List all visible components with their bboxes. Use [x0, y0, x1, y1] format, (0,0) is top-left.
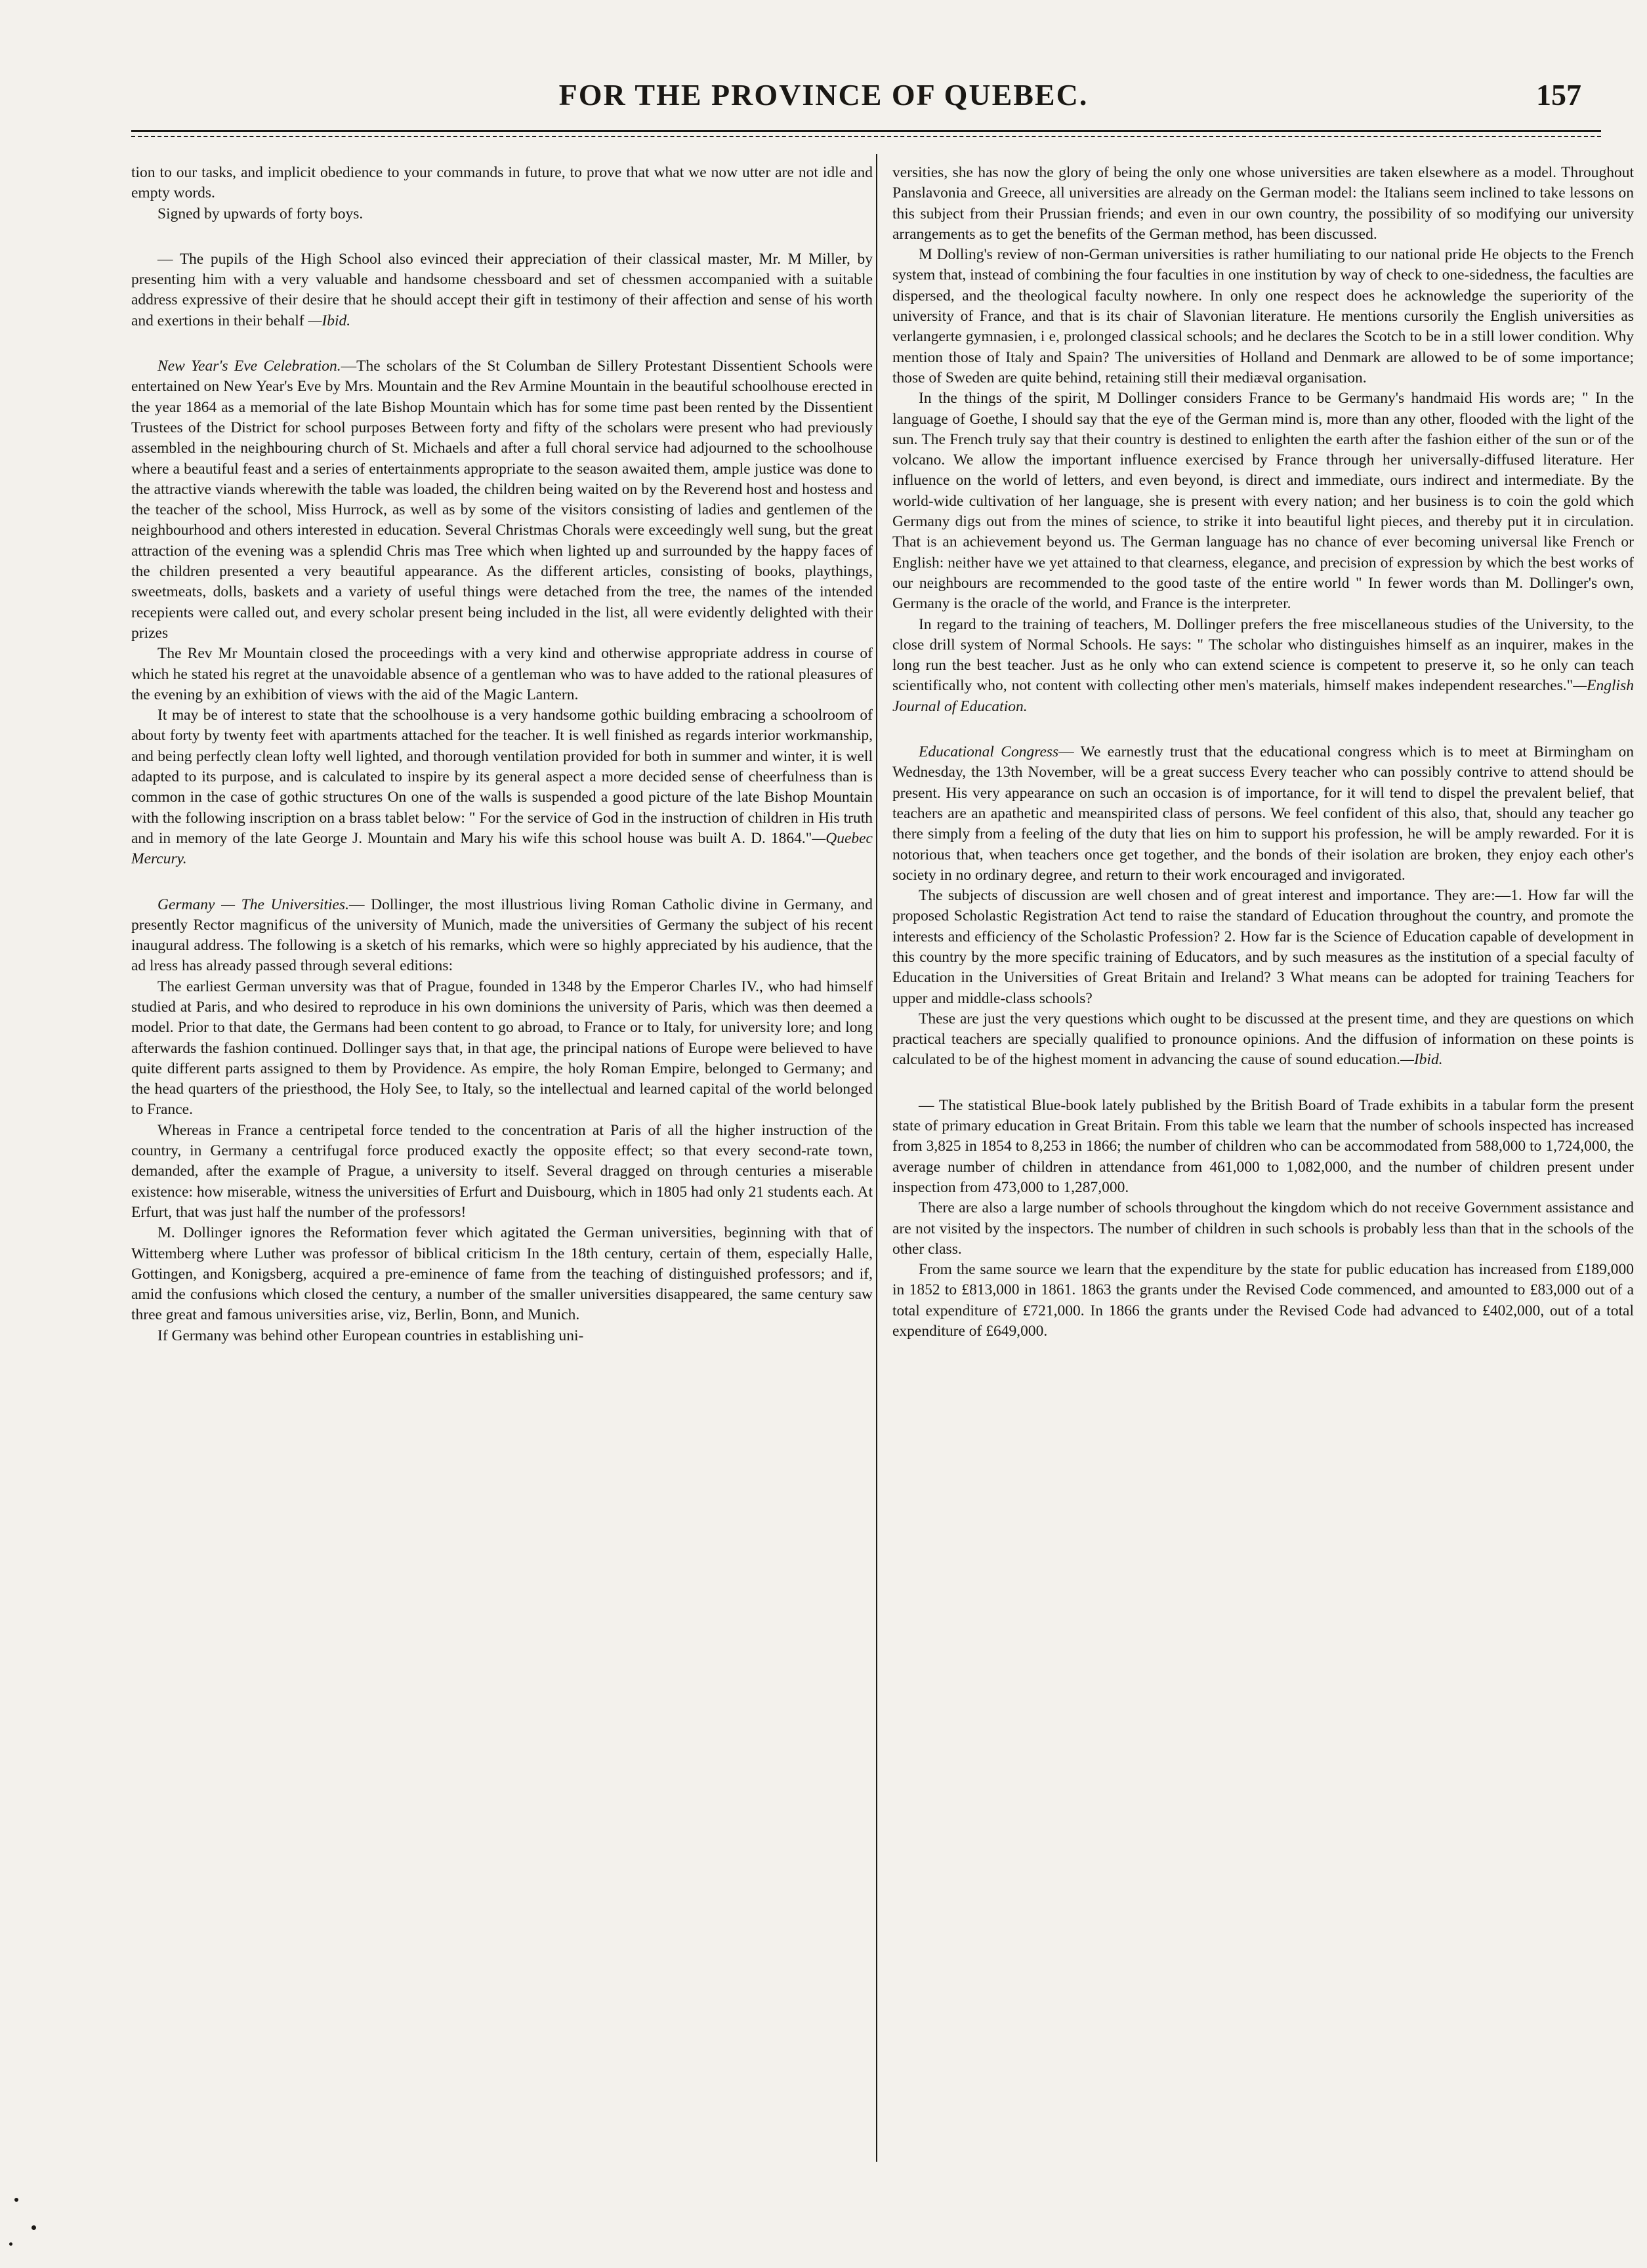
paragraph: Whereas in France a centripetal force tended to the concentration at Paris of all the higher instruction of the country, in Germany a centrifugal force produced exactly the opposite effect; so that every second-rate town, demanded, after the example of Prague, a university to itself. Several dragged on through centuries a miserable existence: how miserable, witness the universities of Erfurt and Duisbourg, which in 1805 had only 21 students each. At Erfurt, that was just half the number of the professors!	[131, 1121, 873, 1221]
right-column	[892, 163, 1634, 2164]
paragraph: The earliest German unversity was that of Prague, founded in 1348 by the Emperor Charles IV., who had himself studied at Paris, and who desired to reproduce in his own dominions the university of Paris, which was then deemed a model. Prior to that date, the Germans had been content to go abroad, to France or to Italy, for university lore; and long afterwards the fashion continued. Dollinger says that, in that age, the principal nations of Europe were believed to have quite different parts assigned to them by Providence. As empire, the holy Roman Empire, belonged to Germany; and the head quarters of the priesthood, the Holy See, to Italy, so the intellectual and learned capital of the world belonged to France.	[131, 978, 873, 1119]
paragraph: Signed by upwards of forty boys.	[157, 205, 364, 222]
page-header	[39, 77, 1608, 130]
speck	[14, 2198, 18, 2202]
paragraph-text: — The pupils of the High School also evinced their appreciation of their classical master, Mr. M Miller, by presenting him with a very valuable and handsome chessboard and set of chessmen accompanied with a suitable address expressive of their desire that he should accept their gift in testimony of their affection and sense of his worth and exertions in their behalf	[131, 250, 873, 329]
speck	[31, 2225, 36, 2230]
left-column	[131, 163, 873, 2164]
header-dashed-rule	[131, 136, 1601, 137]
paragraph: tion to our tasks, and implicit obedience to your commands in future, to prove that what we now utter are not idle and empty words.	[131, 164, 873, 202]
header-rule	[131, 130, 1601, 132]
paragraph: In the things of the spirit, M Dollinger considers France to be Germany's handmaid His words are; " In the language of Goethe, I should say that the eye of the German mind is, more than any other, flooded with the light of the sun. The French truly say that their country is destined to enlighten the earth after the fashion either of the sun or of the volcano. We allow the important influence exercised by France through her universally-diffused literature. Her influence on the world of letters, and even beyond, is direct and immediate, ours indirect and intermediate. By the world-wide cultivation of her language, she is present with every nation; and her business is to coin the gold which Germany digs out from the mines of science, to strike it into beautiful light pieces, and thereby put it in circulation. That is an achievement beyond us. The German language has no chance of ever becoming universal like French or English: neither have we yet attained to that clearness, elegance, and precision of expression by which the best works of our neighbours are recommended to the good taste of the entire world " In fewer words than M. Dollinger's own, Germany is the oracle of the world, and France is the interpreter.	[892, 390, 1634, 613]
article-heading: New Year's Eve Celebration.	[157, 358, 341, 375]
article-teacher-training	[892, 615, 1634, 717]
column-divider	[876, 154, 877, 2162]
paragraph: The subjects of discussion are well chosen and of great interest and importance. They are:—1. How far will the proposed Scholastic Registration Act tend to raise the standard of Education throughout the country, and promote the interests and efficiency of the Scholastic Profession? 2. How far is the Science of Education capable of development in this country by the more specific training of Educators, and by such measures as the institution of a special faculty of Education in the Universities of Great Britain and Ireland? 3 What means can be adopted for training Teachers for upper and middle-class schools?	[892, 887, 1634, 1007]
article-germany-universities	[131, 895, 873, 977]
source-credit: —Ibid.	[308, 312, 351, 329]
paragraph-text: — We earnestly trust that the educational congress which is to meet at Birmingham on Wednesday, the 13th November, will be a great success Every teacher who can possibly contrive to attend should be present. His very appearance on such an occasion is of importance, for it will tend to dispel the prevalent belief, that teachers are an apathetic and meanspirited class of persons. We feel confident of this also, that, should any teacher go there simply from a feeling of the duty that lies on him to support his profession, he will be amply rewarded. For it is notorious that, when teachers once get together, and the bonds of their isolation are broken, they enjoy each other's society in no ordinary degree, and return to their work encouraged and invigorated.	[892, 743, 1634, 884]
newspaper-page	[39, 0, 1634, 2268]
page-number: 157	[1536, 78, 1581, 112]
paragraph: If Germany was behind other European countries in establishing uni-	[157, 1327, 584, 1344]
running-title: FOR THE PROVINCE OF QUEBEC.	[558, 78, 1089, 112]
scan-specks	[0, 2185, 79, 2263]
article-congress-close	[892, 1009, 1634, 1071]
article-schoolhouse	[131, 705, 873, 869]
source-credit: —Quebec Mercury.	[131, 829, 873, 868]
paragraph: — The statistical Blue-book lately published by the British Board of Trade exhibits in a tabular form the present state of primary education in Great Britain. From this table we learn that the number of schools inspected has increased from 3,825 in 1854 to 8,253 in 1866; the number of children who can be accommodated from 588,000 to 1,724,000, the average number of children in attendance from 461,000 to 1,082,000, and the number of children present under inspection from 473,000 to 1,287,000.	[892, 1096, 1634, 1196]
source-credit: —English Journal of Education.	[892, 677, 1634, 715]
paragraph: There are also a large number of schools throughout the kingdom which do not receive Government assistance and are not visited by the inspectors. The number of children in such schools is probably less than that in the schools of the other class.	[892, 1199, 1634, 1258]
speck	[9, 2242, 12, 2246]
paragraph: M Dolling's review of non-German universities is rather humiliating to our national pride He objects to the French system that, instead of combining the four faculties in one institution by way of check to one-sidedness, the faculties are dispersed, and the theological faculty nowhere. In only one respect does he acknowledge the superiority of the university of France, and that is its chair of Slavonian literature. He mentions cursorily the English universities as verlangerte gymnasien, i e, prolonged classical schools; and he declares the Scotch to be in a still lower condition. Why mention those of Italy and Spain? The universities of Holland and Denmark are allowed to be of some importance; those of Sweden are quite behind, retaining still their mediæval organisation.	[892, 246, 1634, 386]
paragraph: M. Dollinger ignores the Reformation fever which agitated the German universities, beginning with that of Wittemberg where Luther was professor of biblical criticism In the 18th century, certain of them, especially Halle, Gottingen, and Konigsberg, acquired a pre-eminence of fame from the teaching of distinguished professors; and if, amid the confusions which closed the century, a number of the smaller universities disappeared, the same century saw three great and famous universities arise, viz, Berlin, Bonn, and Munich.	[131, 1224, 873, 1324]
article-heading: Educational Congress	[919, 743, 1059, 761]
source-credit: —Ibid.	[1400, 1051, 1443, 1069]
article-high-school	[131, 249, 873, 331]
paragraph: From the same source we learn that the expenditure by the state for public education has increased from £189,000 in 1852 to £813,000 in 1861. 1863 the grants under the Revised Code commenced, and amounted to £83,000 out of a total expenditure of £721,000. In 1866 the grants under the Revised Code had advanced to £402,000, out of a total expenditure of £649,000.	[892, 1261, 1634, 1340]
paragraph: The Rev Mr Mountain closed the proceedings with a very kind and otherwise appropriate address in course of which he stated his regret at the unavoidable absence of a gentleman who was to have added to the rational pleasures of the evening by an exhibition of views with the aid of the Magic Lantern.	[131, 645, 873, 703]
paragraph-text: It may be of interest to state that the schoolhouse is a very handsome gothic building embracing a schoolroom of about forty by twenty feet with apartments attached for the teacher. It is well finished as regards interior workmanship, and being perfectly clean lofty well lighted, and thorough ventilation provided for both in summer and winter, it is well adapted to its purpose, and is calculated to inspire by its general aspect a more decided sense of cheerfulness than is common in the case of gothic structures On one of the walls is suspended a good picture of the late Bishop Mountain with the following inscription on a brass tablet below: " For the service of God in the instruction of children in His truth and in memory of the late George J. Mountain and Mary his wife this school house was built A. D. 1864."	[131, 707, 873, 847]
paragraph-text: — Dollinger, the most illustrious living Roman Catholic divine in Germany, and presently Rector magnificus of the university of Munich, made the universities of Germany the subject of his recent inaugural address. The following is a sketch of his remarks, which were so highly appreciated by his audience, that the ad lress has already passed through several editions:	[131, 896, 873, 975]
article-heading: Germany — The Universities.	[157, 896, 349, 913]
paragraph-text: These are just the very questions which ought to be discussed at the present time, and they are questions on which practical teachers are specially qualified to pronounce opinions. And the diffusion of information on these points is calculated to be of the highest moment in advancing the cause of sound education.	[892, 1010, 1634, 1069]
paragraph-text: In regard to the training of teachers, M. Dollinger prefers the free miscellaneous studies of the University, to the close drill system of Normal Schools. He says: " The scholar who distinguishes himself as an inquirer, makes in the long run the best teacher. Just as he only who can extend science is competent to preserve it, so he only can teach scientifically who, not content with collecting other men's materials, himself makes independent researches."	[892, 615, 1634, 695]
paragraph-text: —The scholars of the St Columban de Sillery Protestant Dissentient Schools were entertained on New Year's Eve by Mrs. Mountain and the Rev Armine Mountain in the beautiful schoolhouse erected in the year 1864 as a memorial of the late Bishop Mountain which has for some time past been rented by the Dissentient Trustees of the District for school purposes Between forty and fifty of the scholars were present who had previously assembled in the neighbouring church of St. Michaels and after a full choral service had adjourned to the schoolhouse where a beautiful feast and a series of entertainments appropriate to the season awaited them, ample justice was done to the attractive viands wherewith the table was loaded, the children being waited on by the Reverend host and hostess and the teacher of the school, Miss Hurrock, as well as by some of the visitors consisting of ladies and gentlemen of the neighbourhood and others interested in education. Several Christmas Chorals were exceedingly well sung, but the great attraction of the evening was a splendid Chris mas Tree which when lighted up and surrounded by the happy faces of the children presented a very beautiful appearance. As the different articles, consisting of books, playthings, sweetmeats, dolls, baskets and a variety of useful things were detached from the tree, the names of the intended recepients were called out, and every scholar present being included in the list, all were evidently delighted with their prizes	[131, 358, 873, 642]
article-educational-congress	[892, 742, 1634, 886]
paragraph: versities, she has now the glory of being the only one whose universities are taken elsewhere as a model. Throughout Panslavonia and Greece, all universities are already on the German model: the Italians seem inclined to take lessons on this subject from their Prussian friends; and even in our own country, the possibility of so modifying our university arrangements as to get the benefits of the German method, has been discussed.	[892, 164, 1634, 243]
article-new-years-eve	[131, 356, 873, 644]
